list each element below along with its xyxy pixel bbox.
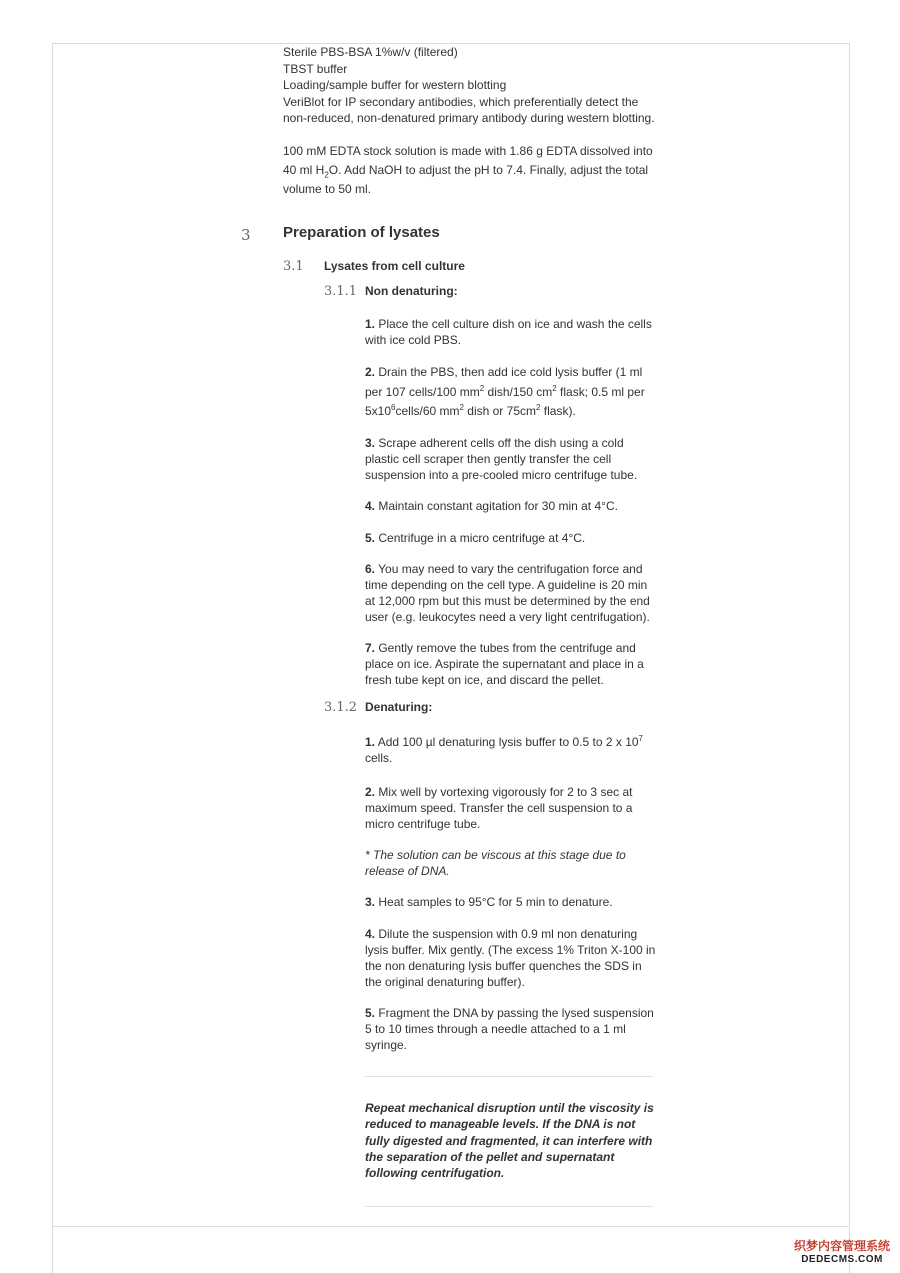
- step-item: 1. Add 100 µl denaturing lysis buffer to 0.5 to 2 x $10^7$ cells.: [365, 734, 643, 765]
- page-bottom-border: [52, 1226, 850, 1227]
- step-item: 3. Heat samples to 95°C for 5 min to denature.: [365, 895, 613, 909]
- step-item: 4. Maintain constant agitation for 30 min at 4°C.: [365, 499, 618, 513]
- step-item: 4. Dilute the suspension with 0.9 ml non denaturing lysis buffer. Mix gently. (The excess 1% Triton X-100 in the non denaturing lysis buffer quenches the SDS in the original denaturing buffer).: [365, 927, 656, 989]
- step-item: 7. Gently remove the tubes from the centrifuge and place on ice. Aspirate the supernatant and place in a fresh tube kept on ice, and discard the pellet.: [365, 641, 644, 687]
- viscosity-note: * The solution can be viscous at this stage due to release of DNA.: [365, 848, 626, 878]
- section-number: 3: [241, 226, 251, 244]
- materials-item: TBST buffer: [283, 61, 348, 76]
- step-item: 2. Mix well by vortexing vigorously for 2 to 3 sec at maximum speed. Transfer the cell suspension to a micro centrifuge tube.: [365, 785, 633, 831]
- step-item: 3. Scrape adherent cells off the dish using a cold plastic cell scraper then gently transfer the cell suspension into a pre-cooled micro centrifuge tube.: [365, 436, 638, 482]
- step-item: 5. Fragment the DNA by passing the lysed suspension 5 to 10 times through a needle attached to a 1 ml syringe.: [365, 1006, 654, 1052]
- subsection-title: Lysates from cell culture: [324, 259, 465, 273]
- callout-text: Repeat mechanical disruption until the viscosity is reduced to manageable levels. If the DNA is not fully digested and fragmented, it can interfere with the separation of the pellet and supernatant following centrifugation.: [365, 1101, 654, 1181]
- callout-bottom-divider: [365, 1206, 653, 1207]
- step-item: 6. You may need to vary the centrifugation force and time depending on the cell type. A guideline is 20 min at 12,000 rpm but this must be determined by the end user (e.g. leukocytes need a very light centrifugation).: [365, 562, 650, 624]
- subsubsection-title: Non denaturing:: [365, 284, 458, 298]
- materials-item: Sterile PBS-BSA 1%w/v (filtered): [283, 45, 458, 59]
- watermark-cn: 织梦内容管理系统: [793, 1239, 890, 1253]
- materials-item: VeriBlot for IP secondary antibodies, which preferentially detect the: [283, 94, 639, 109]
- materials-item: non-reduced, non-denatured primary antibody during western blotting.: [283, 111, 655, 125]
- callout-top-divider: [365, 1076, 653, 1077]
- subsubsection-title: Denaturing:: [365, 700, 433, 714]
- materials-list: [283, 44, 663, 127]
- subsubsection-number: 3.1.2: [324, 700, 358, 715]
- materials-item: Loading/sample buffer for western blotting: [283, 78, 507, 92]
- watermark-logo: [792, 1239, 892, 1266]
- watermark-en: DEDECMS.COM: [801, 1254, 883, 1265]
- subsection-number: 3.1: [283, 259, 304, 274]
- subsubsection-number: 3.1.1: [324, 284, 358, 299]
- section-title: Preparation of lysates: [283, 224, 440, 241]
- edta-paragraph: 100 mM EDTA stock solution is made with 1.86 g EDTA dissolved into 40 ml $H_2O$. Add NaOH to adjust the pH to 7.4. Finally, adjust the total volume to 50 ml.: [283, 144, 653, 196]
- step-item: 5. Centrifuge in a micro centrifuge at 4°C.: [365, 531, 586, 545]
- step-item: 1. Place the cell culture dish on ice and wash the cells with ice cold PBS.: [365, 317, 652, 347]
- step-item: 2. Drain the PBS, then add ice cold lysis buffer (1 ml per 107 cells/100 $mm^2$ dish/150 $cm^2$ flask; 0.5 ml per $5x10^6cells/60$ $mm^2$ dish or $75cm^2$ flask).: [365, 365, 645, 418]
